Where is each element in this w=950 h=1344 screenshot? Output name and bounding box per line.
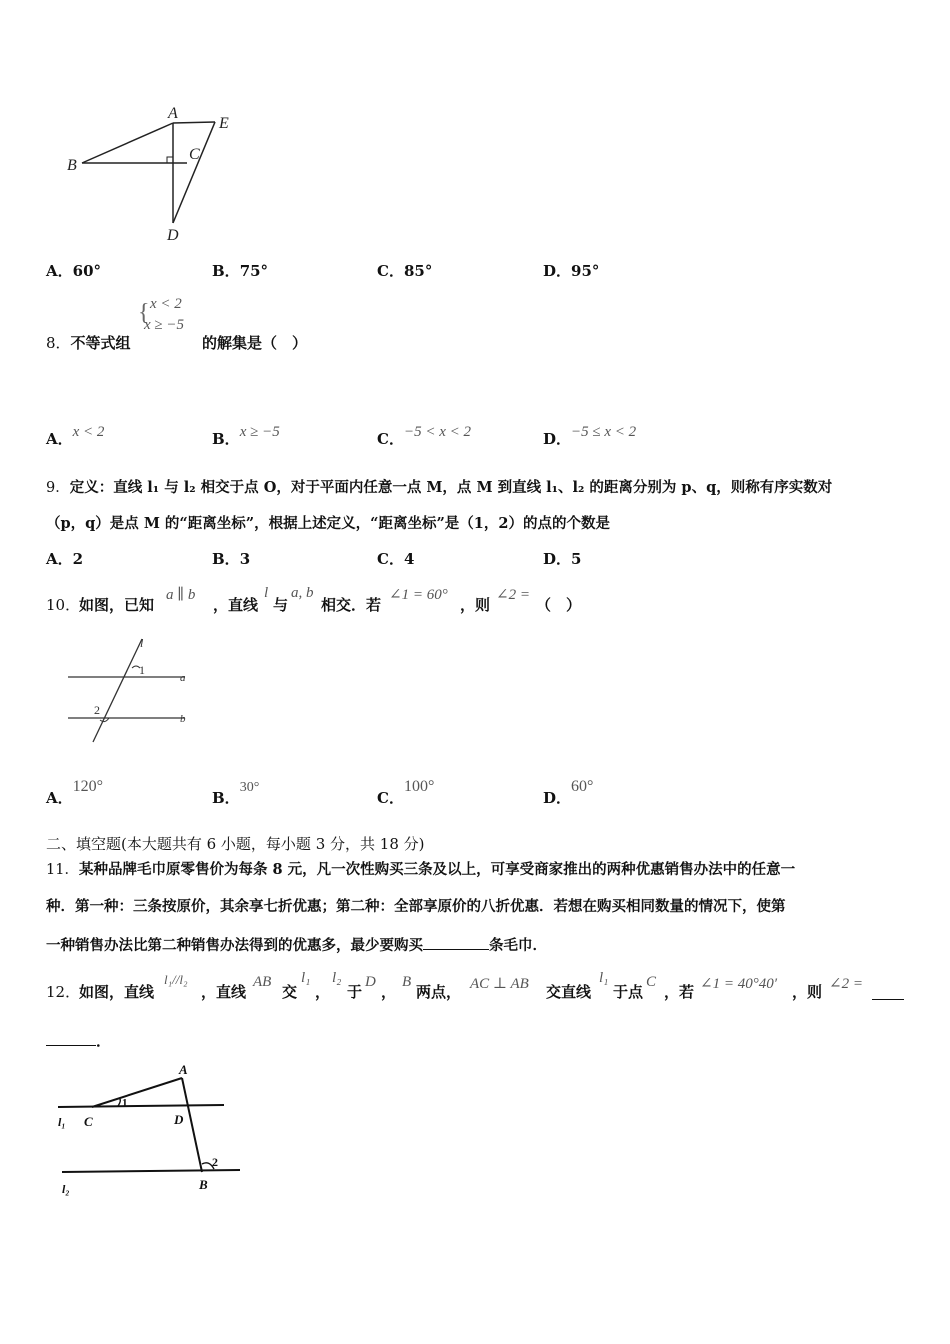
label-C: C <box>84 1114 93 1129</box>
label-A: A <box>179 1062 188 1077</box>
q10-option-b[interactable]: B．30° <box>212 780 260 807</box>
label-l1: l₁ <box>58 1115 66 1129</box>
label-l2: l₂ <box>62 1182 70 1196</box>
q12-answer-line2: ． <box>46 1030 111 1051</box>
label-C: C <box>189 146 200 163</box>
segment-ED <box>173 122 215 223</box>
q9-option-d[interactable]: D．5 <box>543 550 582 568</box>
segment-BA <box>82 123 173 163</box>
label-angle-2: 2 <box>212 1155 218 1169</box>
q8-option-b[interactable]: B．x ≥ −5 <box>212 424 280 448</box>
q8-stem-end: 的解集是（ ） <box>202 334 308 352</box>
label-D: D <box>167 227 179 244</box>
q12-answer-blank-part2[interactable] <box>46 1030 96 1046</box>
label-B: B <box>199 1177 208 1192</box>
q11-answer-blank[interactable] <box>423 934 489 950</box>
q10-option-c[interactable]: C．100° <box>377 778 435 807</box>
q7-figure <box>55 100 255 245</box>
q11-line3: 一种销售办法比第二种销售办法得到的优惠多，最少要购买 条毛巾． <box>46 934 547 956</box>
q7-option-c[interactable]: C．85° <box>377 262 433 280</box>
right-angle-mark <box>167 157 173 163</box>
q7-option-d[interactable]: D．95° <box>543 262 600 280</box>
q10-figure <box>60 632 210 747</box>
q10-option-d[interactable]: D．60° <box>543 778 594 807</box>
label-b: b <box>180 713 186 725</box>
q11-line2: 种．第一种：三条按原价，其余享七折优惠；第二种：全部享原价的八折优惠．若想在购买相同数量的情况下，使第 <box>46 898 786 915</box>
q11-line1: 11．某种品牌毛巾原零售价为每条 8 元，凡一次性购买三条及以上，可享受商家推出的两种优惠销售办法中的任意一 <box>46 861 796 878</box>
q8-option-d[interactable]: D．−5 ≤ x < 2 <box>543 424 637 448</box>
q7-option-a[interactable]: A．60° <box>46 262 102 280</box>
q10-option-a[interactable]: A．120° <box>46 778 104 807</box>
label-angle-1: 1 <box>122 1097 128 1109</box>
q9-option-c[interactable]: C．4 <box>377 550 415 568</box>
label-angle-1: 1 <box>139 663 145 677</box>
q9-stem-line1: 9．定义：直线 l₁ 与 l₂ 相交于点 O，对于平面内任意一点 M，点 M 到直线 l₁、l₂ 的距离分别为 p、q，则称有序实数对 <box>46 479 833 496</box>
q12-answer-blank-part1[interactable] <box>872 984 904 1000</box>
q8-inequality-system: { x < 2 x ≥ −5 <box>138 296 185 333</box>
section2-heading: 二、填空题(本大题共有 6 小题，每小题 3 分，共 18 分) <box>46 835 425 853</box>
label-l: l <box>140 636 144 650</box>
label-angle-2: 2 <box>94 703 100 717</box>
segment-AE <box>173 122 215 123</box>
label-D: D <box>174 1112 184 1127</box>
q7-option-b[interactable]: B．75° <box>212 262 269 280</box>
q9-option-a[interactable]: A．2 <box>46 550 84 568</box>
left-brace-icon: { <box>138 300 150 326</box>
q9-stem-line2: （p，q）是点 M 的“距离坐标”，根据上述定义，“距离坐标”是（1，2）的点的个数是 <box>46 515 610 532</box>
label-B: B <box>67 157 77 174</box>
q8-option-a[interactable]: A．x < 2 <box>46 424 105 448</box>
q12-figure <box>52 1060 252 1200</box>
segment-CA <box>92 1078 182 1107</box>
label-a: a <box>180 672 186 684</box>
line-l1 <box>58 1105 224 1107</box>
line-l <box>93 639 142 742</box>
line-l2 <box>62 1170 240 1172</box>
q12-stem: 12． 如图，直线 l₁//l₂ ，直线 AB 交 l₁ ， l₂ 于 D ， B 两点， AC ⊥ AB 交直线 l₁ 于点 C ，若 ∠1 = 40°40′ ，则 ∠2 = <box>46 970 906 1000</box>
q9-option-b[interactable]: B．3 <box>212 550 251 568</box>
q8-option-c[interactable]: C．−5 < x < 2 <box>377 424 471 448</box>
label-E: E <box>219 115 229 132</box>
label-A: A <box>168 105 178 122</box>
q8-stem-start: 8．不等式组 <box>46 334 131 352</box>
segment-AB <box>182 1078 202 1172</box>
